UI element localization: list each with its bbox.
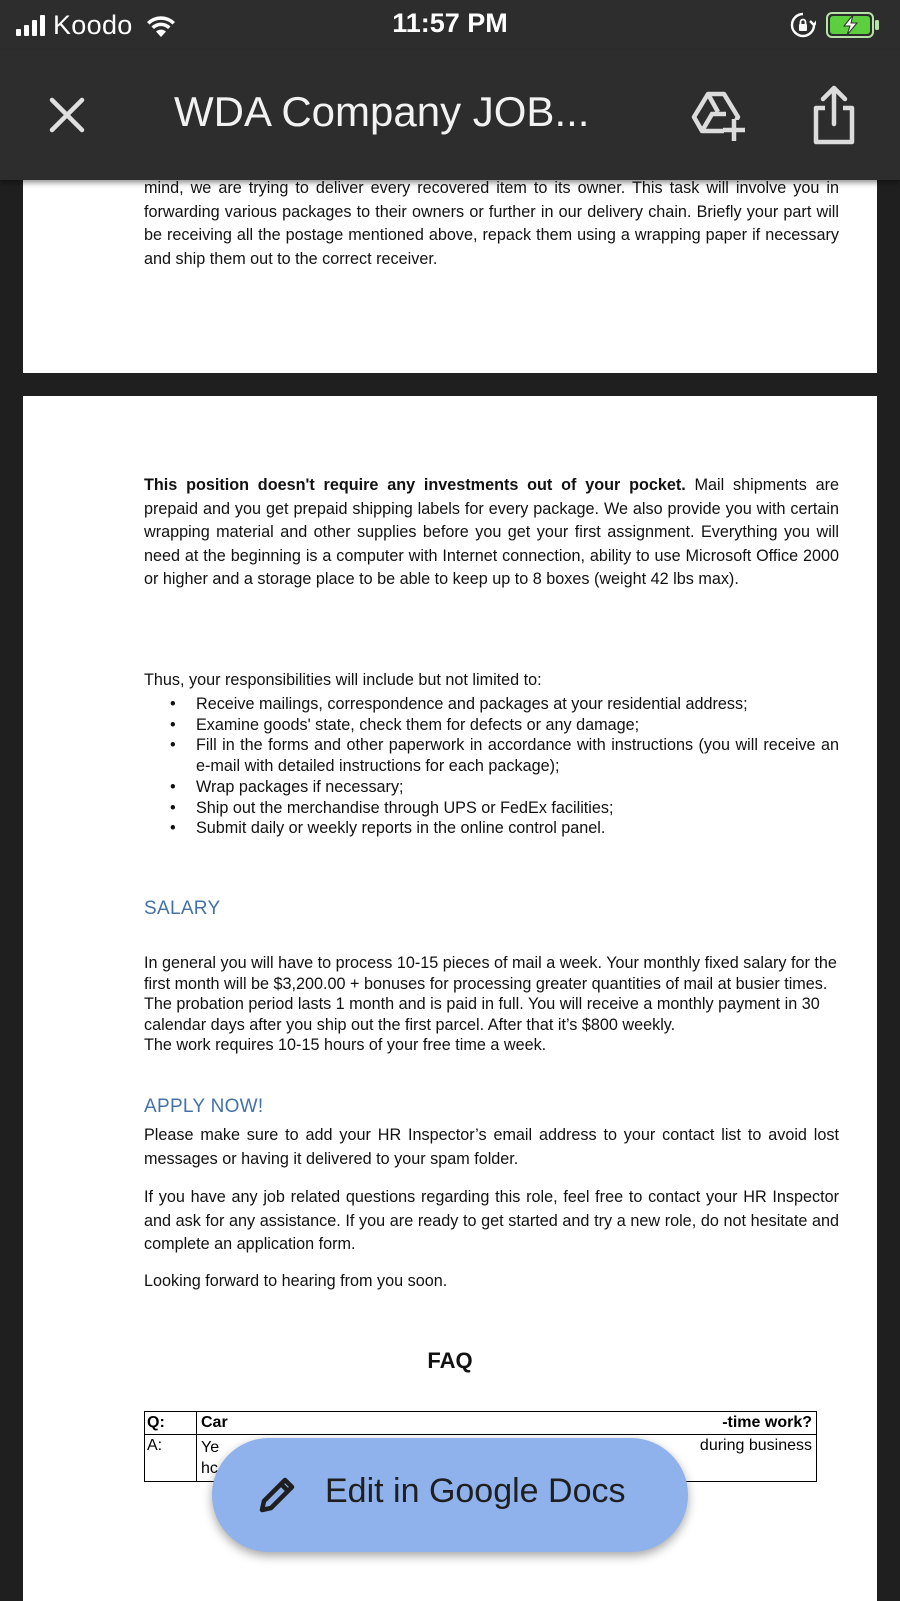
salary-text: In general you will have to process 10-15 pieces of mail a week. Your monthly fixed salary for the first month will be $3,200.00 + bonuses for processing greater quantities of mail at busier times. The probation period lasts 1 month and is paid in full. You will receive a monthly payment in 30 calendar days after you ship out the first parcel. After that it’s $800 weekly. <box>144 954 837 1034</box>
faq-answer-end: during business <box>699 1437 812 1454</box>
clock: 11:57 PM <box>392 8 508 38</box>
apply-paragraph: Please make sure to add your HR Inspector’s email address to your contact list to avoid lost messages or having it delivered to your spam folder. <box>144 1126 839 1168</box>
document-viewer[interactable] <box>0 180 900 1601</box>
list-item: • Submit daily or weekly reports in the online control panel. <box>144 818 839 839</box>
salary-heading: SALARY <box>144 898 221 919</box>
list-item: • Examine goods' state, check them for defects or any damage; <box>144 715 839 736</box>
salary-hours: The work requires 10-15 hours of your free time a week. <box>144 1036 547 1055</box>
edit-in-google-docs-button[interactable] <box>212 1438 688 1552</box>
faq-question-end: -time work? <box>722 1414 812 1431</box>
faq-question-start: Car <box>201 1414 228 1431</box>
closing-line: Looking forward to hearing from you soon. <box>144 1272 448 1290</box>
salary-paragraph <box>144 953 839 1056</box>
faq-answer-key: A: <box>145 1435 197 1481</box>
document-page <box>23 180 877 373</box>
investment-paragraph <box>144 474 839 592</box>
faq-answer-line: hc <box>201 1460 218 1477</box>
apply-heading: APPLY NOW! <box>144 1096 264 1117</box>
responsibilities-list <box>144 694 839 839</box>
close-icon[interactable] <box>44 92 90 138</box>
edit-button-label: Edit in Google Docs <box>325 1472 626 1510</box>
share-icon[interactable] <box>808 84 860 146</box>
app-bar <box>0 50 900 180</box>
paragraph-text: Mail shipments are prepaid and you get prepaid shipping labels for every package. We also provide you with certain wrapping material and other supplies before you get your first assignment. Everything you will need at the beginning is a computer with Internet connection, ability to use Microsoft Office 2000 or higher and a storage place to be able to keep up to 8 boxes (weight 42 lbs max). <box>144 476 839 588</box>
pencil-icon <box>254 1472 300 1518</box>
rotation-lock-icon <box>790 12 816 38</box>
list-item: • Ship out the merchandise through UPS or FedEx facilities; <box>144 798 839 819</box>
carrier-name: Koodo <box>53 9 133 40</box>
responsibilities-intro: Thus, your responsibilities will include but not limited to: <box>144 671 542 689</box>
add-to-drive-icon[interactable] <box>688 86 748 146</box>
faq-heading: FAQ <box>427 1348 473 1373</box>
apply-paragraph: If you have any job related questions regarding this role, feel free to contact your HR Inspector and ask for any assistance. If you are ready to get started and try a new role, do not hesitate and complete an application form. <box>144 1188 839 1253</box>
status-bar <box>0 0 900 50</box>
battery-charging-icon <box>826 11 880 39</box>
paragraph: mind, we are trying to deliver every recovered item to its owner. This task will involve you in forwarding various packages to their owners or further in our delivery chain. Briefly your part will be receiving all the postage mentioned above, repack them using a wrapping paper if necessary and ship them out to the correct receiver. <box>144 180 839 268</box>
status-right <box>790 10 880 40</box>
faq-answer-line: Ye <box>201 1439 220 1456</box>
faq-question <box>197 1412 816 1434</box>
table-row <box>145 1412 816 1435</box>
list-item: • Receive mailings, correspondence and packages at your residential address; <box>144 694 839 715</box>
faq-question-key: Q: <box>145 1412 197 1434</box>
bold-text: This position doesn't require any investments out of your pocket. <box>144 476 686 494</box>
list-item: • Fill in the forms and other paperwork in accordance with instructions (you will receive an e-mail with detailed instructions for each package); <box>144 735 839 776</box>
list-item: • Wrap packages if necessary; <box>144 777 839 798</box>
document-title: WDA Company JOB... <box>174 88 590 135</box>
